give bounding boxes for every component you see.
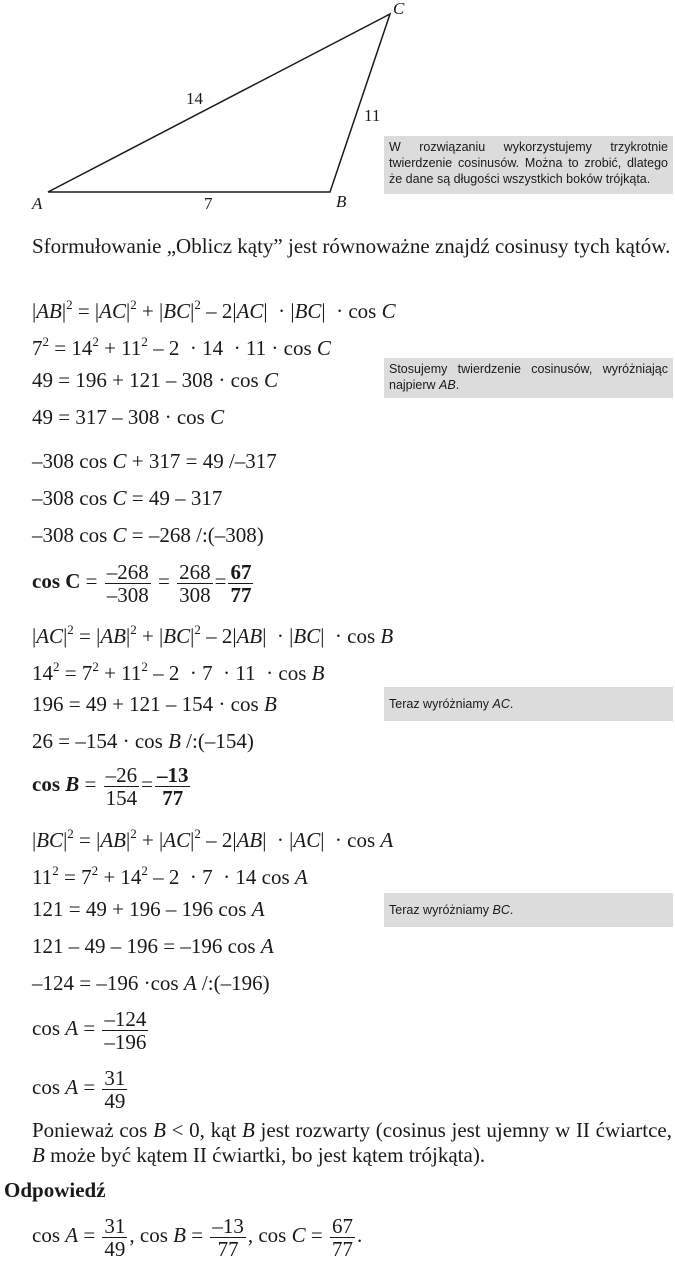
note-bc-period: . bbox=[509, 903, 514, 917]
note-ac-em: AC bbox=[492, 697, 510, 711]
eq-law-ac: $|AC|^2 = |AB|^2 + |BC|^2 - 2|AB| \cdot |BC| \cdot \cos B$ bbox=[32, 622, 394, 648]
eq-cos-a-1: cos A = $\frac{-124}{-196}$ bbox=[32, 1006, 147, 1054]
eq-cos-c: cos C = $\frac{-268}{-308}$ = $\frac{268}{308}$ = $\frac{67}{77}$ bbox=[32, 559, 252, 607]
eq-line-8: –308 cos C = –268 /:(–308) bbox=[32, 523, 264, 547]
note-ac bbox=[384, 687, 673, 721]
intro-paragraph: Sformułowanie „Oblicz kąty” jest równoważne znajdź cosinusy tych kątów. bbox=[32, 234, 671, 258]
eq-line-4: 49 = 196 + 121 – 308 · cos C bbox=[32, 368, 278, 392]
side-bc-label: 11 bbox=[364, 106, 381, 125]
eq-law-ab: $|AB|^2 = |AC|^2 + |BC|^2 - 2|AC| \cdot |BC| \cdot \cos C$ bbox=[32, 297, 396, 323]
eq-line-6: –308 cos C + 317 = 49 /–317 bbox=[32, 449, 277, 473]
note-bc-text: Teraz wyróżniamy bbox=[389, 903, 493, 917]
answer-line: cos A = $\frac{31}{49}$ , cos B = $\frac{-13}{77}$ , cos C = $\frac{67}{77}$ . bbox=[32, 1213, 363, 1261]
note-ac-period: . bbox=[509, 697, 514, 711]
eq-line-13: 196 = 49 + 121 – 154 · cos B bbox=[32, 692, 277, 716]
vertex-c-label: C bbox=[393, 0, 405, 18]
eq-line-5: 49 = 317 – 308 · cos C bbox=[32, 405, 225, 429]
note-intro: W rozwiązaniu wykorzystujemy trzykrotnie twierdzenie cosinusów. Można to zrobić, dlatego że dane są długości wszystkich boków trójkąta. bbox=[384, 136, 673, 194]
side-ab-label: 7 bbox=[204, 194, 213, 213]
explanation-paragraph: Ponieważ cos B < 0, kąt B jest rozwarty (cosinus jest ujemny w II ćwiartce, B może być kątem II ćwiartki, bo jest kątem trójkąta). bbox=[32, 1118, 673, 1167]
eq-line-7: –308 cos C = 49 – 317 bbox=[32, 486, 223, 510]
eq-subst-ac: $14^2 = 7^2 + 11^2 - 2 \cdot 7 \cdot 11 \cdot \cos B$ bbox=[32, 659, 325, 685]
note-bc-em: BC bbox=[492, 903, 510, 917]
eq-line-20: 121 – 49 – 196 = –196 cos A bbox=[32, 934, 274, 958]
note-ab-period: . bbox=[455, 378, 460, 392]
vertex-a-label: A bbox=[32, 194, 43, 213]
eq-cos-b: cos B = $\frac{-26}{154}$ = $\frac{-13}{77}$ bbox=[32, 762, 189, 810]
eq-subst-ab: $7^2 = 14^2 + 11^2 - 2 \cdot 14 \cdot 11 \cdot \cos C$ bbox=[32, 334, 331, 360]
triangle-shape bbox=[48, 14, 390, 192]
eq-law-bc: $|BC|^2 = |AB|^2 + |AC|^2 - 2|AB| \cdot |AC| \cdot \cos A$ bbox=[32, 826, 394, 852]
eq-line-14: 26 = –154 · cos B /:(–154) bbox=[32, 729, 254, 753]
eq-subst-bc: $11^2 = 7^2 + 14^2 - 2 \cdot 7 \cdot 14$ cos A bbox=[32, 863, 308, 889]
eq-line-19: 121 = 49 + 196 – 196 cos A bbox=[32, 897, 265, 921]
note-ab bbox=[384, 358, 673, 398]
note-ac-text: Teraz wyróżniamy bbox=[389, 697, 493, 711]
eq-cos-a-2: cos A = $\frac{31}{49}$ bbox=[32, 1065, 126, 1113]
note-bc bbox=[384, 893, 673, 927]
note-ab-text: Stosujemy twierdzenie cosinusów, wyróżniając najpierw bbox=[389, 362, 668, 392]
answer-heading: Odpowiedź bbox=[4, 1178, 106, 1202]
note-ab-em: AB bbox=[439, 378, 456, 392]
side-ac-label: 14 bbox=[186, 89, 203, 108]
eq-line-21: –124 = –196 ·cos A /:(–196) bbox=[32, 971, 270, 995]
vertex-b-label: B bbox=[336, 192, 347, 211]
